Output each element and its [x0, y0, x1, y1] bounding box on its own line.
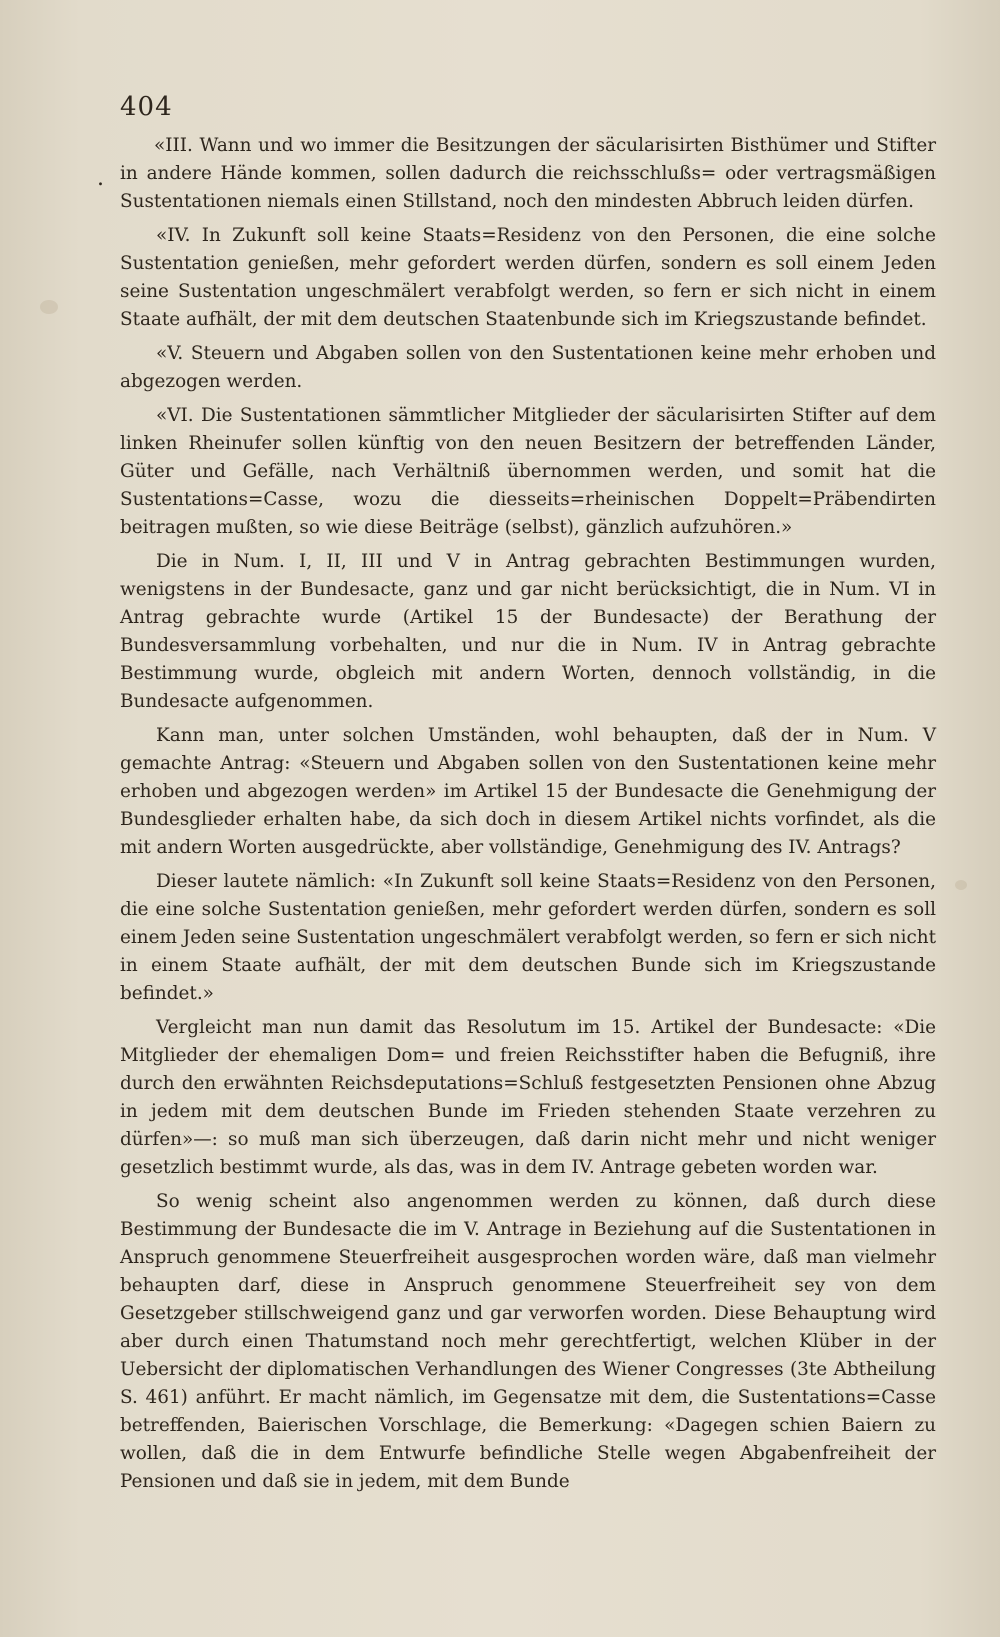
paragraph-quote-iv: Dieser lautete nämlich: «In Zukunft soll keine Staats=Residenz von den Personen, die eine solche Sustentation genießen, mehr gefordert werden dürfen, sondern es soll einem Jeden seine Sustentation ungeschmälert verabfolgt werden, so fern er sich nicht in einem Staate aufhält, der mit dem deutschen Bunde sich im Kriegszustande befindet.»: [120, 871, 936, 1004]
paragraph-point-vi: «VI. Die Sustentationen sämmtlicher Mitglieder der säcularisirten Stifter auf dem linken Rheinufer sollen künftig von den neuen Besitzern der betreffenden Länder, Güter und Gefälle, nach Verhältniß übernommen werden, und somit hat die Sustentations=Casse, wozu die diesseits=rheinischen Doppelt=Präbendirten beitragen mußten, so wie diese Beiträge (selbst), gänzlich aufzuhören.»: [120, 405, 936, 538]
paragraph-question: Kann man, unter solchen Umständen, wohl behaupten, daß der in Num. V gemachte Antrag: «Steuern und Abgaben sollen von den Sustentationen keine mehr erhoben und abgezogen werden» im Artikel 15 der Bundesacte die Genehmigung der Bundesglieder erhalten habe, da sich doch in diesem Artikel nichts vorfindet, als die mit andern Worten ausgedrückte, aber vollständige, Genehmigung des IV. Antrags?: [120, 725, 936, 858]
paragraph-point-v: «V. Steuern und Abgaben sollen von den Sustentationen keine mehr erhoben und abgezogen werden.: [120, 343, 936, 392]
paragraph-numbers-summary: Die in Num. I, II, III und V in Antrag gebrachten Bestimmungen wurden, wenigstens in der Bundesacte, ganz und gar nicht berücksichtigt, die in Num. VI in Antrag gebrachte wurde (Artikel 15 der Bundesacte) der Berathung der Bundesversammlung vorbehalten, und nur die in Num. IV in Antrag gebrachte Bestimmung wurde, obgleich mit andern Worten, dennoch vollständig, in die Bundesacte aufgenommen.: [120, 551, 936, 712]
paragraph-point-iv: «IV. In Zukunft soll keine Staats=Residenz von den Personen, die eine solche Sustentation genießen, mehr gefordert werden dürfen, sondern es soll einem Jeden seine Sustentation ungeschmälert verabfolgt werden, so fern er sich nicht in einem Staate aufhält, der mit dem deutschen Staatenbunde sich im Kriegszustande befindet.: [120, 225, 936, 330]
paragraph-conclusion: So wenig scheint also angenommen werden zu können, daß durch diese Bestimmung der Bundesacte die im V. Antrage in Beziehung auf die Sustentationen in Anspruch genommene Steuerfreiheit ausgesprochen worden wäre, daß man vielmehr behaupten darf, diese in Anspruch genommene Steuerfreiheit sey von dem Gesetzgeber stillschweigend ganz und gar verworfen worden. Diese Behauptung wird aber durch einen Thatumstand noch mehr gerechtfertigt, welchen Klüber in der Uebersicht der diplomatischen Verhandlungen des Wiener Congresses (3te Abtheilung S. 461) anführt. Er macht nämlich, im Gegensatze mit dem, die Sustentations=Casse betreffenden, Baierischen Vorschlage, die Bemerkung: «Dagegen schien Baiern zu wollen, daß die in dem Entwurfe befindliche Stelle wegen Abgabenfreiheit der Pensionen und daß sie in jedem, mit dem Bunde: [120, 1191, 936, 1492]
paper-stain: [955, 880, 967, 890]
page-number: 404: [120, 92, 173, 122]
body-text: [120, 132, 936, 1502]
margin-mark: .: [97, 166, 104, 191]
paragraph-point-iii: «III. Wann und wo immer die Besitzungen der säcularisirten Bisthümer und Stifter in andere Hände kommen, sollen dadurch die reichsschlußs= oder vertragsmäßigen Sustentationen niemals einen Stillstand, noch den mindesten Abbruch leiden dürfen.: [120, 135, 936, 212]
paragraph-article-15: Vergleicht man nun damit das Resolutum im 15. Artikel der Bundesacte: «Die Mitglieder der ehemaligen Dom= und freien Reichsstifter haben die Befugniß, ihre durch den erwähnten Reichsdeputations=Schluß festgesetzten Pensionen ohne Abzug in jedem mit dem deutschen Bunde im Frieden stehenden Staate verzehren zu dürfen»—: so muß man sich überzeugen, daß darin nicht mehr und nicht weniger gesetzlich bestimmt wurde, als das, was in dem IV. Antrage gebeten worden war.: [120, 1017, 936, 1178]
paper-stain: [40, 300, 58, 314]
